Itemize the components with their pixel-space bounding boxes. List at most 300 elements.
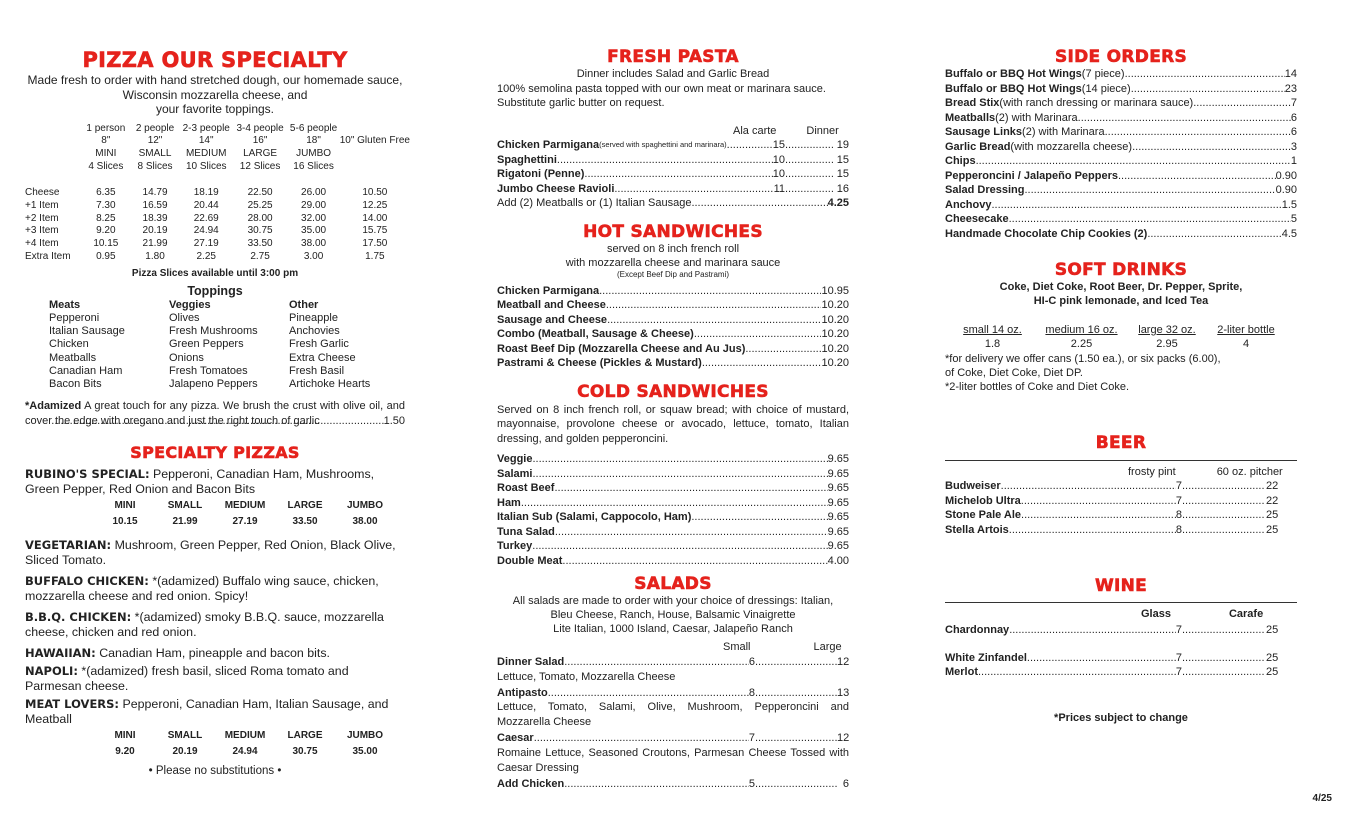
item-name: Anchovy [945,198,992,211]
specialty-title: SPECIALTY PIZZAS [130,443,300,463]
adamized-price: 1.50 [383,414,405,427]
cold-sandwich [497,496,849,511]
salad-desc: Lettuce, Tomato, Salami, Olive, Mushroom, Pepperoncini and Mozzarella Cheese [497,701,849,728]
beer-rule [945,460,1297,461]
item-name: Pepperoncini / Jalapeño Peppers [945,169,1118,182]
specialty-desc: *(adamized) smoky B.B.Q. sauce, mozzarella cheese, chicken and red onion. [25,610,384,640]
salad-item [497,731,849,746]
dot-leader [755,777,837,792]
price-cell: 6.35 [96,187,116,199]
hot-sub2: with mozzarella cheese and marinara sauce [565,256,781,269]
price-cell: 2.75 [250,250,270,262]
blank-cell [25,148,81,161]
item-name: Roast Beef [497,482,555,494]
salad-list [497,655,849,791]
salads-sub2: Bleu Cheese, Ranch, House, Balsamic Vinaigrette [550,609,796,621]
dinner-header: Dinner [806,125,839,137]
dot-leader [51,414,383,429]
specialty-item [25,538,405,568]
specialty-name: MEAT LOVERS: [25,697,120,712]
topping-item: Bacon Bits [49,378,102,391]
drink-prices [945,337,1297,351]
item-price: 23 [1284,82,1297,95]
item-name: Budweiser [945,480,1001,492]
carafe-price: 25 [1266,624,1279,636]
drink-price: 4 [1242,338,1250,350]
alacarte-price: 15 [772,139,785,151]
pizza-price-row [25,251,410,264]
specialty-item [25,697,405,727]
carafe-price: 25 [1266,651,1279,664]
item-price: 10.20 [821,357,849,369]
topping-item: Fresh Garlic [289,338,349,351]
size-header-cell: SMALL [138,147,172,159]
side-item [945,198,1297,213]
salads-sub3: Lite Italian, 1000 Island, Caesar, Jalapeño Ranch [553,623,793,635]
side-item [945,82,1297,97]
item-name: Michelob Ultra [945,494,1021,507]
topping-group-head: Veggies [169,298,211,311]
specialty-desc: *(adamized) fresh basil, sliced Roma tomato and Parmesan cheese. [25,664,349,694]
item-name: Italian Sub (Salami, Cappocolo, Ham) [497,511,692,523]
item-name: Roast Beef Dip (Mozzarella Cheese and Au Jus) [497,342,746,355]
side-item [945,183,1297,198]
price-cell: 1.75 [365,250,385,262]
dinner-price: 15 [836,168,849,180]
side-item [945,111,1297,126]
salad-desc: Romaine Lettuce, Seasoned Croutons, Parmesan Cheese Tossed with Caesar Dressing [497,746,849,774]
prices-note: *Prices subject to change [1054,711,1188,724]
specialty-name: RUBINO'S SPECIAL: [25,467,150,482]
dot-leader [1024,183,1275,198]
dot-leader [1182,623,1264,638]
specialty-desc: *(adamized) Buffalo wing sauce, chicken, mozzarella cheese and red onion. Spicy! [25,574,379,604]
item-price: 9.65 [827,525,849,538]
item-name: Salami [497,467,533,480]
side-item [945,169,1297,184]
dot-leader [521,496,828,511]
size-header-row [25,123,410,136]
size-label: MINI [114,500,136,512]
dot-leader [702,356,822,371]
wine-title: WINE [1094,576,1148,596]
price-cell: 28.00 [247,212,273,224]
beer-item [945,508,1297,523]
slices-note: Pizza Slices available until 3:00 pm [131,267,299,279]
cold-desc: Served on 8 inch french roll, or squaw bread; with choice of mustard, mayonnaise, provolone cheese or avocado, lettuce, tomato, Italian dressing, and golden pepperoncini. [497,403,849,445]
dot-leader [564,655,749,670]
specialty-item [25,574,405,604]
dot-leader [978,665,1176,680]
item-name: Chardonnay [945,624,1010,636]
item-price: 9.65 [827,511,849,523]
dot-leader [1182,665,1264,680]
specialty-desc: Pepperoni, Canadian Ham, Italian Sausage, and Meatball [25,697,389,727]
dot-leader [1182,651,1264,666]
item-price: 5 [1290,213,1297,225]
item-price: 6 [1290,111,1297,124]
item-name: Bread Stix [945,97,1000,109]
dot-leader [727,138,773,153]
price-cell: 25.25 [247,200,273,212]
specialty-list [25,467,405,758]
price-cell: 29.00 [301,200,327,212]
item-price: 10.20 [821,342,849,355]
dot-leader [1182,479,1264,494]
pint-price: 7 [1175,480,1182,492]
sides-title: SIDE ORDERS [1054,47,1188,67]
pizza-title: PIZZA OUR SPECIALTY [82,48,348,72]
size-price: 33.50 [292,516,318,528]
item-price: 9.65 [827,540,849,552]
salad-desc: Lettuce, Tomato, Mozzarella Cheese [497,670,676,683]
topping-item: Jalapeno Peppers [169,378,258,391]
price-cell: 7.30 [96,200,116,212]
drinks-title: SOFT DRINKS [1054,260,1188,280]
price-cell: 15.75 [362,225,388,237]
dot-leader [755,686,837,701]
blank-cell [25,123,81,136]
cold-sandwich [497,467,849,482]
item-note: (2) with Marinara [1022,126,1105,138]
dot-leader [1001,479,1176,494]
side-item [945,125,1297,140]
price-cell: 18.19 [193,187,219,199]
item-price: 10.20 [821,299,849,311]
dot-leader [1182,494,1264,509]
price-cell: 24.94 [193,225,219,237]
row-label: +1 Item [25,200,59,212]
size-label: LARGE [287,500,323,512]
specialty-item [25,610,405,640]
dot-leader [691,196,827,211]
specialty-item [25,646,405,661]
pasta-sub: Dinner includes Salad and Garlic Bread [576,68,770,80]
price-cell: 22.50 [247,187,273,199]
pasta-item [497,138,849,153]
salad-item [497,686,849,701]
item-name: Antipasto [497,686,548,699]
hot-sandwich [497,313,849,328]
size-prices [95,745,395,758]
toppings-title: Toppings [187,283,243,298]
dot-leader [785,138,834,153]
price-cell: 8.25 [96,212,116,224]
drink-size: medium 16 oz. [1045,324,1118,336]
dot-leader [1125,67,1285,82]
row-label: Cheese [25,187,60,199]
side-item [945,67,1297,82]
dinner-price: 19 [836,139,849,151]
adamized-text: A great touch for any pizza. We brush the crust with olive oil, and cover the edge with oregano and just the right touch of garlic [25,399,405,427]
dot-leader [614,182,773,197]
size-header-cell [340,161,410,174]
salad-col-headers [497,640,849,654]
pasta-item [497,153,849,168]
drinks-note1: *for delivery we offer cans (1.50 ea.), or six packs (6.00), [945,353,1221,365]
drink-size: small 14 oz. [963,324,1022,336]
dot-leader [548,686,749,701]
dot-leader [534,731,749,746]
row-label: Extra Item [25,250,71,262]
small-header: Small [723,641,751,653]
glass-price: 7 [1175,651,1182,664]
pizza-price-row [25,200,410,213]
size-label: SMALL [167,500,203,512]
size-price: 21.99 [172,516,198,528]
size-header-cell: 12 Slices [239,160,281,172]
price-cell: 14.00 [362,212,388,224]
adamized-label: *Adamized [25,399,82,412]
dot-leader [1105,125,1291,140]
item-note: (served with spaghettini and marinara) [599,140,727,149]
drinks-sub2: HI-C pink lemonade, and Iced Tea [1033,295,1209,307]
dot-leader [1078,111,1291,126]
item-note: (14 piece) [1081,82,1131,95]
dot-leader [584,167,772,182]
dinner-price: 16 [836,182,849,195]
pasta-addon-price: 4.25 [827,197,849,209]
size-header-cell: 5-6 people [289,122,338,134]
size-header-cell: 8 Slices [137,160,173,172]
item-name: Salad Dressing [945,184,1025,196]
specialty-item [25,664,405,694]
price-cell: 1.80 [145,250,165,262]
price-cell: 9.20 [96,225,116,237]
cold-sandwich [497,481,849,496]
dot-leader [532,539,827,554]
price-cell: 0.95 [96,250,116,262]
toppings-grid [49,299,409,392]
cold-sandwich [497,452,849,467]
dot-leader [991,198,1281,213]
specialty-desc: Canadian Ham, pineapple and bacon bits. [95,646,330,661]
hot-sub3: (Except Beef Dip and Pastrami) [616,269,730,279]
large-price: 13 [837,686,850,699]
pasta-col-headers [497,124,849,138]
pizza-column [25,0,410,778]
item-price: 10.20 [821,328,849,340]
item-name: Pastrami & Cheese (Pickles & Mustard) [497,357,702,369]
wine-item [945,623,1297,638]
size-header-cell [340,148,410,161]
item-price: 9.65 [827,453,849,465]
dot-leader [745,342,821,357]
item-price: 6 [1290,126,1297,138]
dot-leader [1132,140,1291,155]
price-cell: 10.15 [93,238,119,250]
glass-price: 7 [1175,666,1182,678]
dot-leader [1009,212,1291,227]
dot-leader [755,731,837,746]
item-name: Caesar [497,732,534,744]
size-header-row [25,135,410,148]
size-label: MINI [114,730,136,742]
size-header-cell: LARGE [243,147,278,159]
drinks-note2: of Coke, Diet Coke, Diet DP. [945,367,1083,379]
drinks-sub1: Coke, Diet Coke, Root Beer, Dr. Pepper, Sprite, [999,281,1243,293]
item-name: Double Meat [497,554,563,567]
pizza-price-row [25,238,410,251]
pint-price: 7 [1175,494,1182,507]
drink-price: 1.8 [984,338,1001,350]
cold-sandwich [497,539,849,554]
item-price: 14 [1284,68,1297,80]
price-cell: 2.25 [196,250,216,262]
dot-leader [1009,523,1176,538]
wine-item [945,665,1297,680]
large-header: Large [813,641,842,653]
dot-leader [557,153,773,168]
row-label: +4 Item [25,238,59,250]
item-name: Tuna Salad [497,525,555,538]
price-cell: 35.00 [301,225,327,237]
item-name: Turkey [497,540,533,552]
large-price: 12 [837,656,850,668]
item-note: (with ranch dressing or marinara sauce) [999,97,1194,109]
alacarte-price: 11 [773,182,785,195]
pitcher-price: 25 [1266,509,1279,521]
size-price: 38.00 [352,516,378,528]
dot-leader [555,525,828,540]
size-price: 20.19 [172,746,198,758]
price-cell: 20.19 [142,225,168,237]
salads-title: SALADS [634,574,712,594]
side-item [945,96,1297,111]
price-cell: 18.39 [142,212,168,224]
beer-col-headers [945,465,1297,479]
page-number: 4/25 [1312,793,1332,804]
cold-sandwich [497,510,849,525]
size-header-cell: 2-3 people [182,122,230,134]
pizza-price-table [25,123,410,264]
hot-list [497,284,849,371]
item-name: Ham [497,496,521,509]
topping-item: Italian Sausage [49,325,125,338]
item-name: Chicken Parmigana [497,139,600,151]
beer-item [945,523,1297,538]
hot-title: HOT SANDWICHES [583,221,763,242]
item-price: 3 [1290,140,1297,153]
item-note: (with mozzarella cheese) [1010,140,1133,153]
small-price: 6 [748,656,755,668]
dot-leader [564,777,749,792]
topping-group [49,299,169,392]
side-item [945,140,1297,155]
large-price: 12 [837,732,850,744]
item-price: 9.65 [827,467,849,480]
dot-leader [1118,169,1276,184]
topping-item: Fresh Mushrooms [169,325,258,338]
salads-sub1: All salads are made to order with your choice of dressings: Italian, [512,595,834,607]
item-name: Sausage Links [945,126,1023,138]
dot-leader [1021,508,1176,523]
size-price: 30.75 [292,746,318,758]
intro-line: Made fresh to order with hand stretched dough, our homemade sauce, [27,73,403,87]
salad-item [497,777,849,792]
item-price: 0.90 [1275,169,1297,182]
size-header-cell: MEDIUM [185,147,227,159]
item-price: 1 [1290,155,1297,167]
large-price: 6 [842,777,849,790]
dot-leader [562,554,827,569]
topping-item: Olives [169,311,200,324]
dot-leader [694,327,822,342]
price-cell: 21.99 [142,238,168,250]
beer-list [945,479,1297,537]
item-name: Spaghettini [497,153,557,166]
blank-cell [25,135,81,148]
pint-price: 8 [1175,509,1182,521]
size-header-cell: 1 person [86,122,126,134]
dot-leader [785,167,834,182]
dot-leader [1182,508,1264,523]
size-label: JUMBO [346,730,384,742]
hot-sandwich [497,356,849,371]
size-header-cell: 14" [198,135,214,147]
price-cell: 12.25 [362,200,388,212]
item-name: Chips [945,155,976,167]
no-substitutions-note: • Please no substitutions • [148,765,282,778]
glass-header: Glass [1141,608,1171,620]
hot-sub1: served on 8 inch french roll [606,242,740,255]
dot-leader [1027,651,1176,666]
topping-item: Extra Cheese [289,351,356,364]
size-price: 27.19 [232,516,258,528]
price-cell: 32.00 [301,212,327,224]
specialty-desc: Pepperoni, Canadian Ham, Mushrooms, Green Pepper, Red Onion and Bacon Bits [25,467,375,497]
pizza-price-row [25,225,410,238]
dot-leader [532,452,827,467]
size-label: MEDIUM [224,500,266,512]
dot-leader [554,481,827,496]
item-name: Cheesecake [945,213,1009,225]
size-label: JUMBO [346,500,384,512]
topping-group-head: Meats [49,298,81,311]
topping-item: Fresh Tomatoes [169,365,248,378]
item-price: 1.5 [1281,198,1297,211]
size-header-cell: 4 Slices [88,160,124,172]
topping-item: Canadian Ham [49,365,123,378]
item-price: 0.90 [1275,184,1297,196]
size-header-cell: 12" [147,135,163,147]
pitcher-price: 25 [1266,523,1279,536]
pasta-list [497,138,849,196]
beer-item [945,494,1297,509]
item-name: Stone Pale Ale [945,509,1022,521]
pizza-intro [25,73,405,117]
item-price: 10.95 [821,284,849,297]
size-header-cell [340,123,410,136]
dot-leader [1131,82,1285,97]
specialty-name: HAWAIIAN: [25,646,96,661]
item-name: Meatballs [945,111,996,124]
drink-sizes [945,323,1297,337]
topping-item: Meatballs [49,351,97,364]
size-labels [95,499,395,512]
wine-list [945,623,1297,680]
pitcher-price: 22 [1266,480,1279,492]
item-note: (2) with Marinara [995,111,1078,124]
blank-cell [25,161,81,174]
size-header-cell: 2 people [135,122,175,134]
adamized-price-row [25,414,405,429]
topping-item: Pepperoni [49,311,100,324]
pitcher-header: 60 oz. pitcher [1216,466,1283,478]
specialty-name: BUFFALO CHICKEN: [25,574,149,589]
alacarte-price: 10 [772,168,785,180]
size-prices [95,515,395,528]
